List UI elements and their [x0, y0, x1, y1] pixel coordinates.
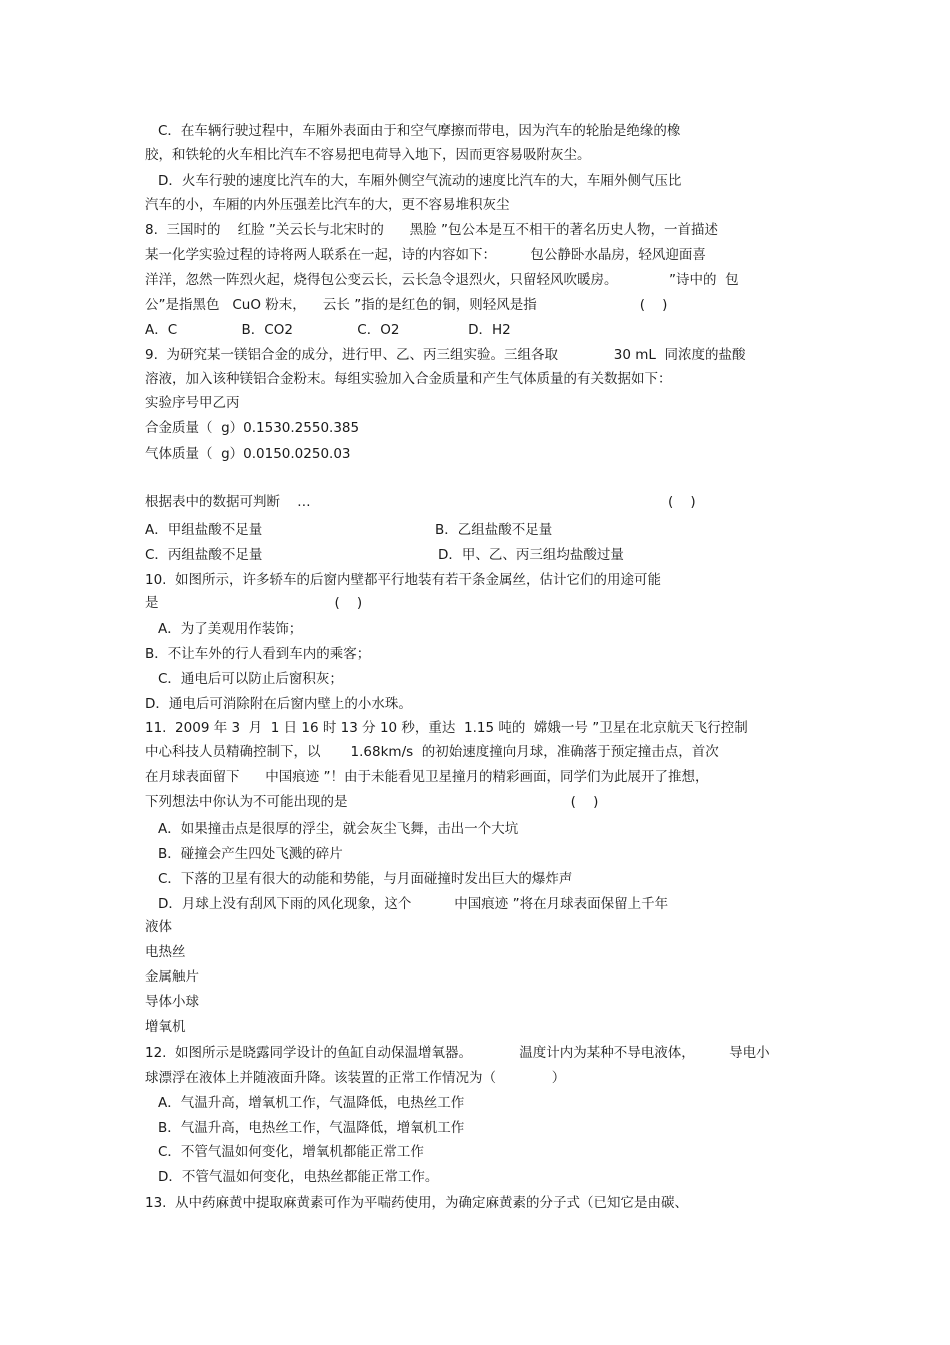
question-12-option-d: D．不管气温如何变化，电热丝都能正常工作。 [158, 1169, 439, 1185]
question-9-table-gas-mass: 气体质量（ g）0.0150.0250.03 [145, 446, 351, 462]
question-12-stem-line2: 球漂浮在液体上并随液面升降。该装置的正常工作情况为（ ） [145, 1070, 566, 1086]
figure-label-metal-contact: 金属触片 [145, 969, 199, 985]
question-11-stem-line2: 中心科技人员精确控制下，以 1.68km/s 的初始速度撞向月球，准确落于预定撞击点，首次 [145, 744, 719, 760]
question-9-conclusion: 根据表中的数据可判断 … [145, 494, 311, 510]
figure-label-heating-wire: 电热丝 [145, 944, 186, 960]
question-12-option-b: B．气温升高，电热丝工作，气温降低，增氧机工作 [158, 1120, 465, 1136]
question-11-option-c: C．下落的卫星有很大的动能和势能，与月面碰撞时发出巨大的爆炸声 [158, 871, 573, 887]
figure-label-aerator: 增氧机 [145, 1019, 186, 1035]
question-9-option-c: C．丙组盐酸不足量 [145, 547, 263, 563]
question-10-stem: 10. 如图所示，许多轿车的后窗内壁都平行地装有若干条金属丝，估计它们的用途可能 [145, 572, 662, 588]
question-7-option-d: D．火车行驶的速度比汽车的大，车厢外侧空气流动的速度比汽车的大，车厢外侧气压比 [158, 173, 682, 189]
figure-label-liquid: 液体 [145, 919, 172, 935]
question-12-stem: 12. 如图所示是晓露同学设计的鱼缸自动保温增氧器。 温度计内为某种不导电液体， 导电小 [145, 1045, 770, 1061]
question-9-option-a: A．甲组盐酸不足量 [145, 522, 263, 538]
question-7-option-c-cont: 胶，和铁轮的火车相比汽车不容易把电荷导入地下，因而更容易吸附灰尘。 [145, 147, 591, 163]
question-8-stem-line4: 公”是指黑色 CuO 粉末， 云长 ”指的是红色的铜，则轻风是指 ( ) [145, 297, 668, 313]
question-11-stem-line4: 下列想法中你认为不可能出现的是 ( ) [145, 794, 599, 810]
question-11-stem: 11. 2009 年 3 月 1 日 16 时 13 分 10 秒，重达 1.15 吨的 嫦娥一号 ”卫星在北京航天飞行控制 [145, 720, 748, 736]
question-9-option-d: D．甲、乙、丙三组均盐酸过量 [438, 547, 624, 563]
question-8-stem-line2: 某一化学实验过程的诗将两人联系在一起，诗的内容如下： 包公静卧水晶房，轻风迎面喜 [145, 247, 706, 263]
question-9-table-alloy-mass: 合金质量（ g）0.1530.2550.385 [145, 420, 360, 436]
question-11-option-d: D．月球上没有刮风下雨的风化现象，这个 中国痕迹 ”将在月球表面保留上千年 [158, 896, 669, 912]
question-9-table-header: 实验序号甲乙丙 [145, 395, 240, 411]
question-7-option-d-cont: 汽车的小，车厢的内外压强差比汽车的大，更不容易堆积灰尘 [145, 197, 510, 213]
figure-label-conductor-ball: 导体小球 [145, 994, 199, 1010]
question-11-option-a: A．如果撞击点是很厚的浮尘，就会灰尘飞舞，击出一个大坑 [158, 821, 519, 837]
question-13-stem: 13. 从中药麻黄中提取麻黄素可作为平喘药使用，为确定麻黄素的分子式（已知它是由碳、 [145, 1195, 689, 1211]
question-11-stem-line3: 在月球表面留下 中国痕迹 ”！由于未能看见卫星撞月的精彩画面，同学们为此展开了推想， [145, 769, 709, 785]
question-10-option-a: A．为了美观用作装饰； [158, 621, 303, 637]
question-10-option-d: D．通电后可消除附在后窗内壁上的小水珠。 [145, 696, 412, 712]
question-12-option-a: A．气温升高，增氧机工作，气温降低，电热丝工作 [158, 1095, 465, 1111]
question-8-stem: 8. 三国时的 红脸 ”关云长与北宋时的 黑脸 ”包公本是互不相干的著名历史人物，一首描述 [145, 222, 718, 238]
question-12-option-c: C．不管气温如何变化，增氧机都能正常工作 [158, 1144, 424, 1160]
question-9-stem: 9. 为研究某一镁铝合金的成分，进行甲、乙、丙三组实验。三组各取 30 mL 同浓度的盐酸 [145, 347, 746, 363]
question-8-stem-line3: 洋洋，忽然一阵烈火起，烧得包公变云长，云长急令退烈火，只留轻风吹暖房。 ”诗中的 包 [145, 272, 739, 288]
question-9-answer-bracket: ( ) [668, 494, 696, 510]
question-10-stem-line2: 是 ( ) [145, 595, 363, 611]
question-9-option-b: B．乙组盐酸不足量 [435, 522, 553, 538]
question-10-option-c: C．通电后可以防止后窗积灰； [158, 671, 343, 687]
question-11-option-b: B．碰撞会产生四处飞溅的碎片 [158, 846, 343, 862]
question-7-option-c: C．在车辆行驶过程中，车厢外表面由于和空气摩擦而带电，因为汽车的轮胎是绝缘的橡 [158, 123, 681, 139]
question-9-stem-line2: 溶液，加入该种镁铝合金粉末。每组实验加入合金质量和产生气体质量的有关数据如下： [145, 371, 672, 387]
question-8-options: A．C B．CO2 C．O2 D．H2 [145, 322, 511, 338]
question-10-option-b: B．不让车外的行人看到车内的乘客； [145, 646, 371, 662]
